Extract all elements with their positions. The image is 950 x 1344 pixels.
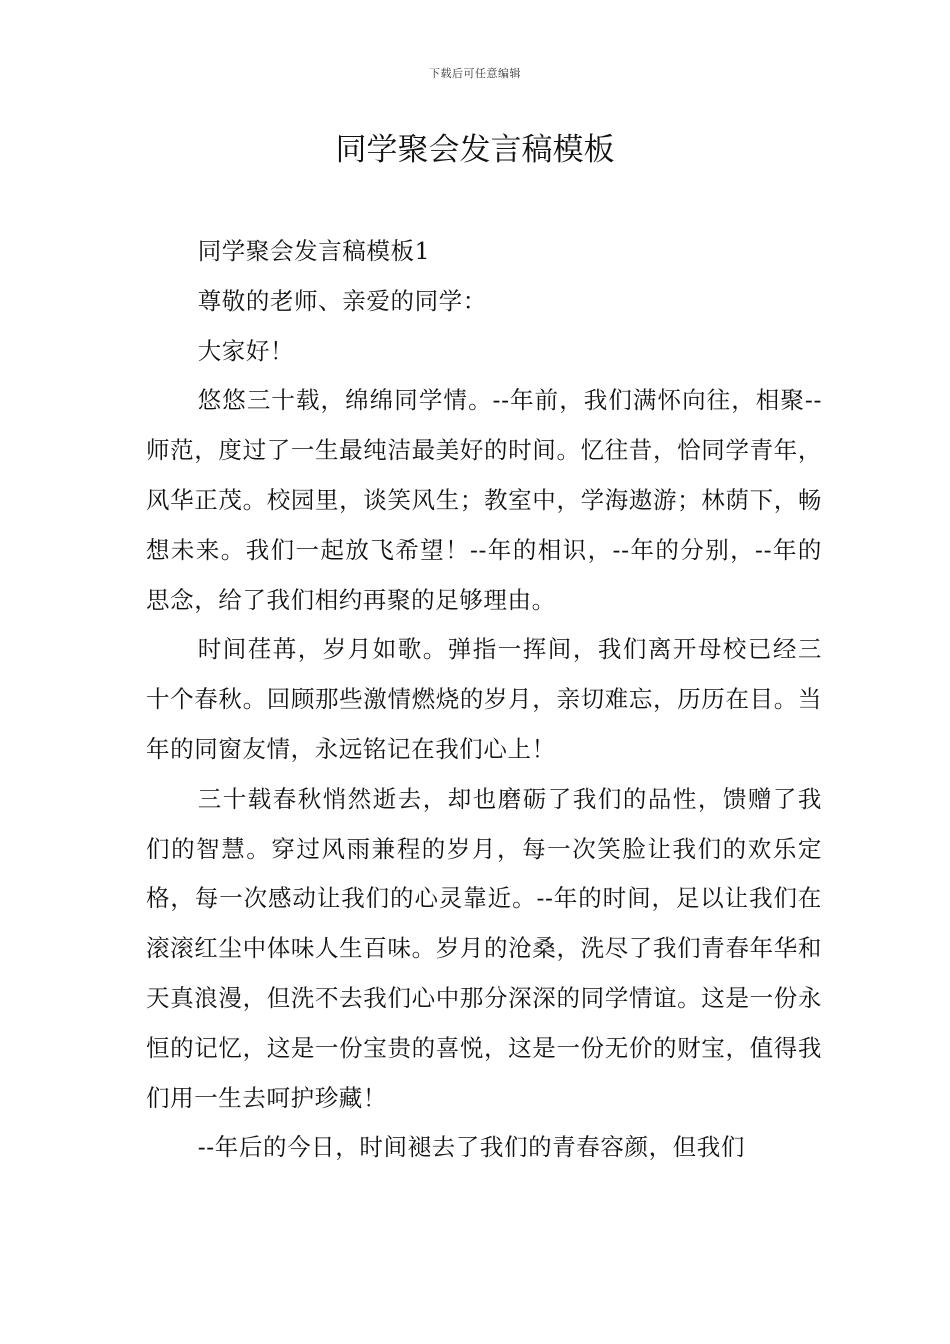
paragraph: 悠悠三十载，绵绵同学情。--年前，我们满怀向往，相聚--师范，度过了一生最纯洁最美好的时间。忆往昔，恰同学青年，风华正茂。校园里，谈笑风生；教室中，学海遨游；林荫下，畅想未来。我们一起放飞希望！--年的相识，--年的分别，--年的思念，给了我们相约再聚的足够理由。 [146, 386, 822, 614]
paragraph-heading: 同学聚会发言稿模板1 [197, 237, 431, 265]
document-title: 同学聚会发言稿模板 [335, 132, 615, 168]
paragraph: 三十载春秋悄然逝去，却也磨砺了我们的品性，馈赠了我们的智慧。穿过风雨兼程的岁月，每一次笑脸让我们的欢乐定格，每一次感动让我们的心灵靠近。--年的时间，足以让我们在滚滚红尘中体味人生百味。岁月的沧桑，洗尽了我们青春年华和天真浪漫，但洗不去我们心中那分深深的同学情谊。这是一份永恒的记忆，这是一份宝贵的喜悦，这是一份无价的财宝，值得我们用一生去呵护珍藏！ [146, 784, 822, 1112]
paragraph: 时间荏苒，岁月如歌。弹指一挥间，我们离开母校已经三十个春秋。回顾那些激情燃烧的岁月，亲切难忘，历历在目。当年的同窗友情，永远铭记在我们心上！ [146, 635, 822, 763]
paragraph-greeting: 大家好！ [197, 336, 295, 365]
paragraph: --年后的今日，时间褪去了我们的青春容颜，但我们 [197, 1133, 745, 1162]
header-note: 下载后可任意编辑 [429, 67, 521, 80]
document-body [146, 227, 822, 1173]
paragraph-salutation: 尊敬的老师、亲爱的同学： [197, 286, 487, 315]
